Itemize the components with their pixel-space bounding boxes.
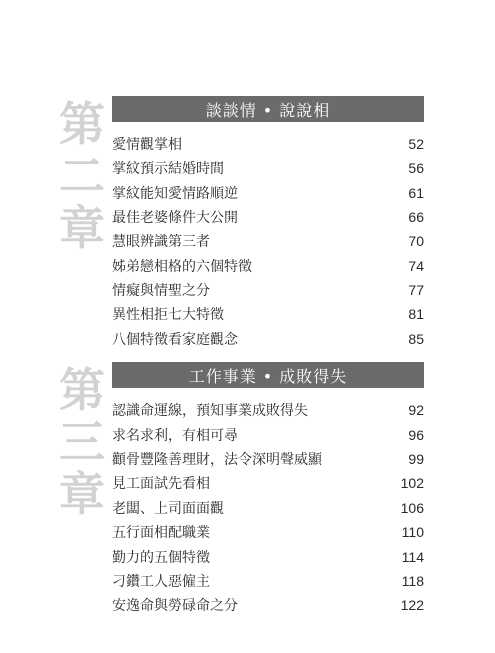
chapter-char: 章 [59,467,105,521]
toc-row[interactable] [112,253,424,277]
toc-row[interactable] [112,302,424,326]
toc-page: 70 [408,233,424,250]
chapter-2-toc-list [112,132,424,351]
chapter-3-toc-list [112,398,424,618]
toc-page: 106 [400,499,424,516]
toc-label: 老闆、上司面面觀 [112,500,224,517]
toc-row[interactable] [112,229,424,253]
toc-row[interactable] [112,593,424,617]
chapter-3-title-bar: 工作事業 • 成敗得失 [112,362,424,388]
toc-page: 81 [408,306,424,323]
toc-label: 慧眼辨識第三者 [112,234,210,251]
chapter-char: 章 [59,201,105,255]
toc-page: 96 [408,426,424,443]
toc-row[interactable] [112,520,424,544]
toc-page: 102 [400,475,424,492]
chapter-2-heading [58,98,106,254]
toc-row[interactable] [112,496,424,520]
chapter-2-title-bar: 談談情 • 說說相 [112,96,424,122]
toc-label: 刁鑽工人惡僱主 [112,573,210,590]
toc-row[interactable] [112,132,424,156]
toc-label: 見工面試先看相 [112,476,210,493]
chapter-char: 第 [59,97,105,151]
toc-label: 掌紋能知愛情路順逆 [112,185,238,202]
toc-label: 最佳老婆條件大公開 [112,210,238,227]
toc-page: 99 [408,450,424,467]
toc-label: 八個特徵看家庭觀念 [112,331,238,348]
toc-row[interactable] [112,278,424,302]
toc-page: 52 [408,136,424,153]
chapter-char: 三 [59,415,105,469]
toc-page: 66 [408,209,424,226]
toc-page: 85 [408,330,424,347]
toc-label: 認識命運線，預知事業成敗得失 [112,403,308,420]
toc-page: 110 [401,524,424,541]
toc-row[interactable] [112,447,424,471]
toc-label: 顴骨豐隆善理財，法令深明聲威顯 [112,451,322,468]
toc-label: 掌紋預示結婚時間 [112,161,224,178]
toc-label: 情癡與情聖之分 [112,282,210,299]
toc-label: 愛情觀掌相 [112,137,182,154]
toc-row[interactable] [112,181,424,205]
toc-label: 求名求利，有相可尋 [112,427,238,444]
toc-row[interactable] [112,544,424,568]
toc-label: 五行面相配職業 [112,525,210,542]
chapter-3-heading [58,364,106,520]
toc-page: 114 [401,548,424,565]
toc-label: 勤力的五個特徵 [112,549,210,566]
toc-row[interactable] [112,422,424,446]
toc-page: 61 [408,184,424,201]
toc-label: 安逸命與勞碌命之分 [112,598,238,615]
toc-row[interactable] [112,398,424,422]
toc-row[interactable] [112,471,424,495]
toc-page: 56 [408,160,424,177]
toc-label: 姊弟戀相格的六個特徵 [112,258,252,275]
toc-page: 122 [400,597,424,614]
toc-row[interactable] [112,326,424,350]
chapter-char: 二 [59,149,105,203]
toc-page: 77 [408,281,424,298]
toc-page: 92 [408,402,424,419]
chapter-char: 第 [59,363,105,417]
toc-row[interactable] [112,569,424,593]
toc-page: 118 [401,572,424,589]
toc-row[interactable] [112,156,424,180]
toc-row[interactable] [112,205,424,229]
toc-page: 74 [408,257,424,274]
toc-label: 異性相拒七大特徵 [112,307,224,324]
